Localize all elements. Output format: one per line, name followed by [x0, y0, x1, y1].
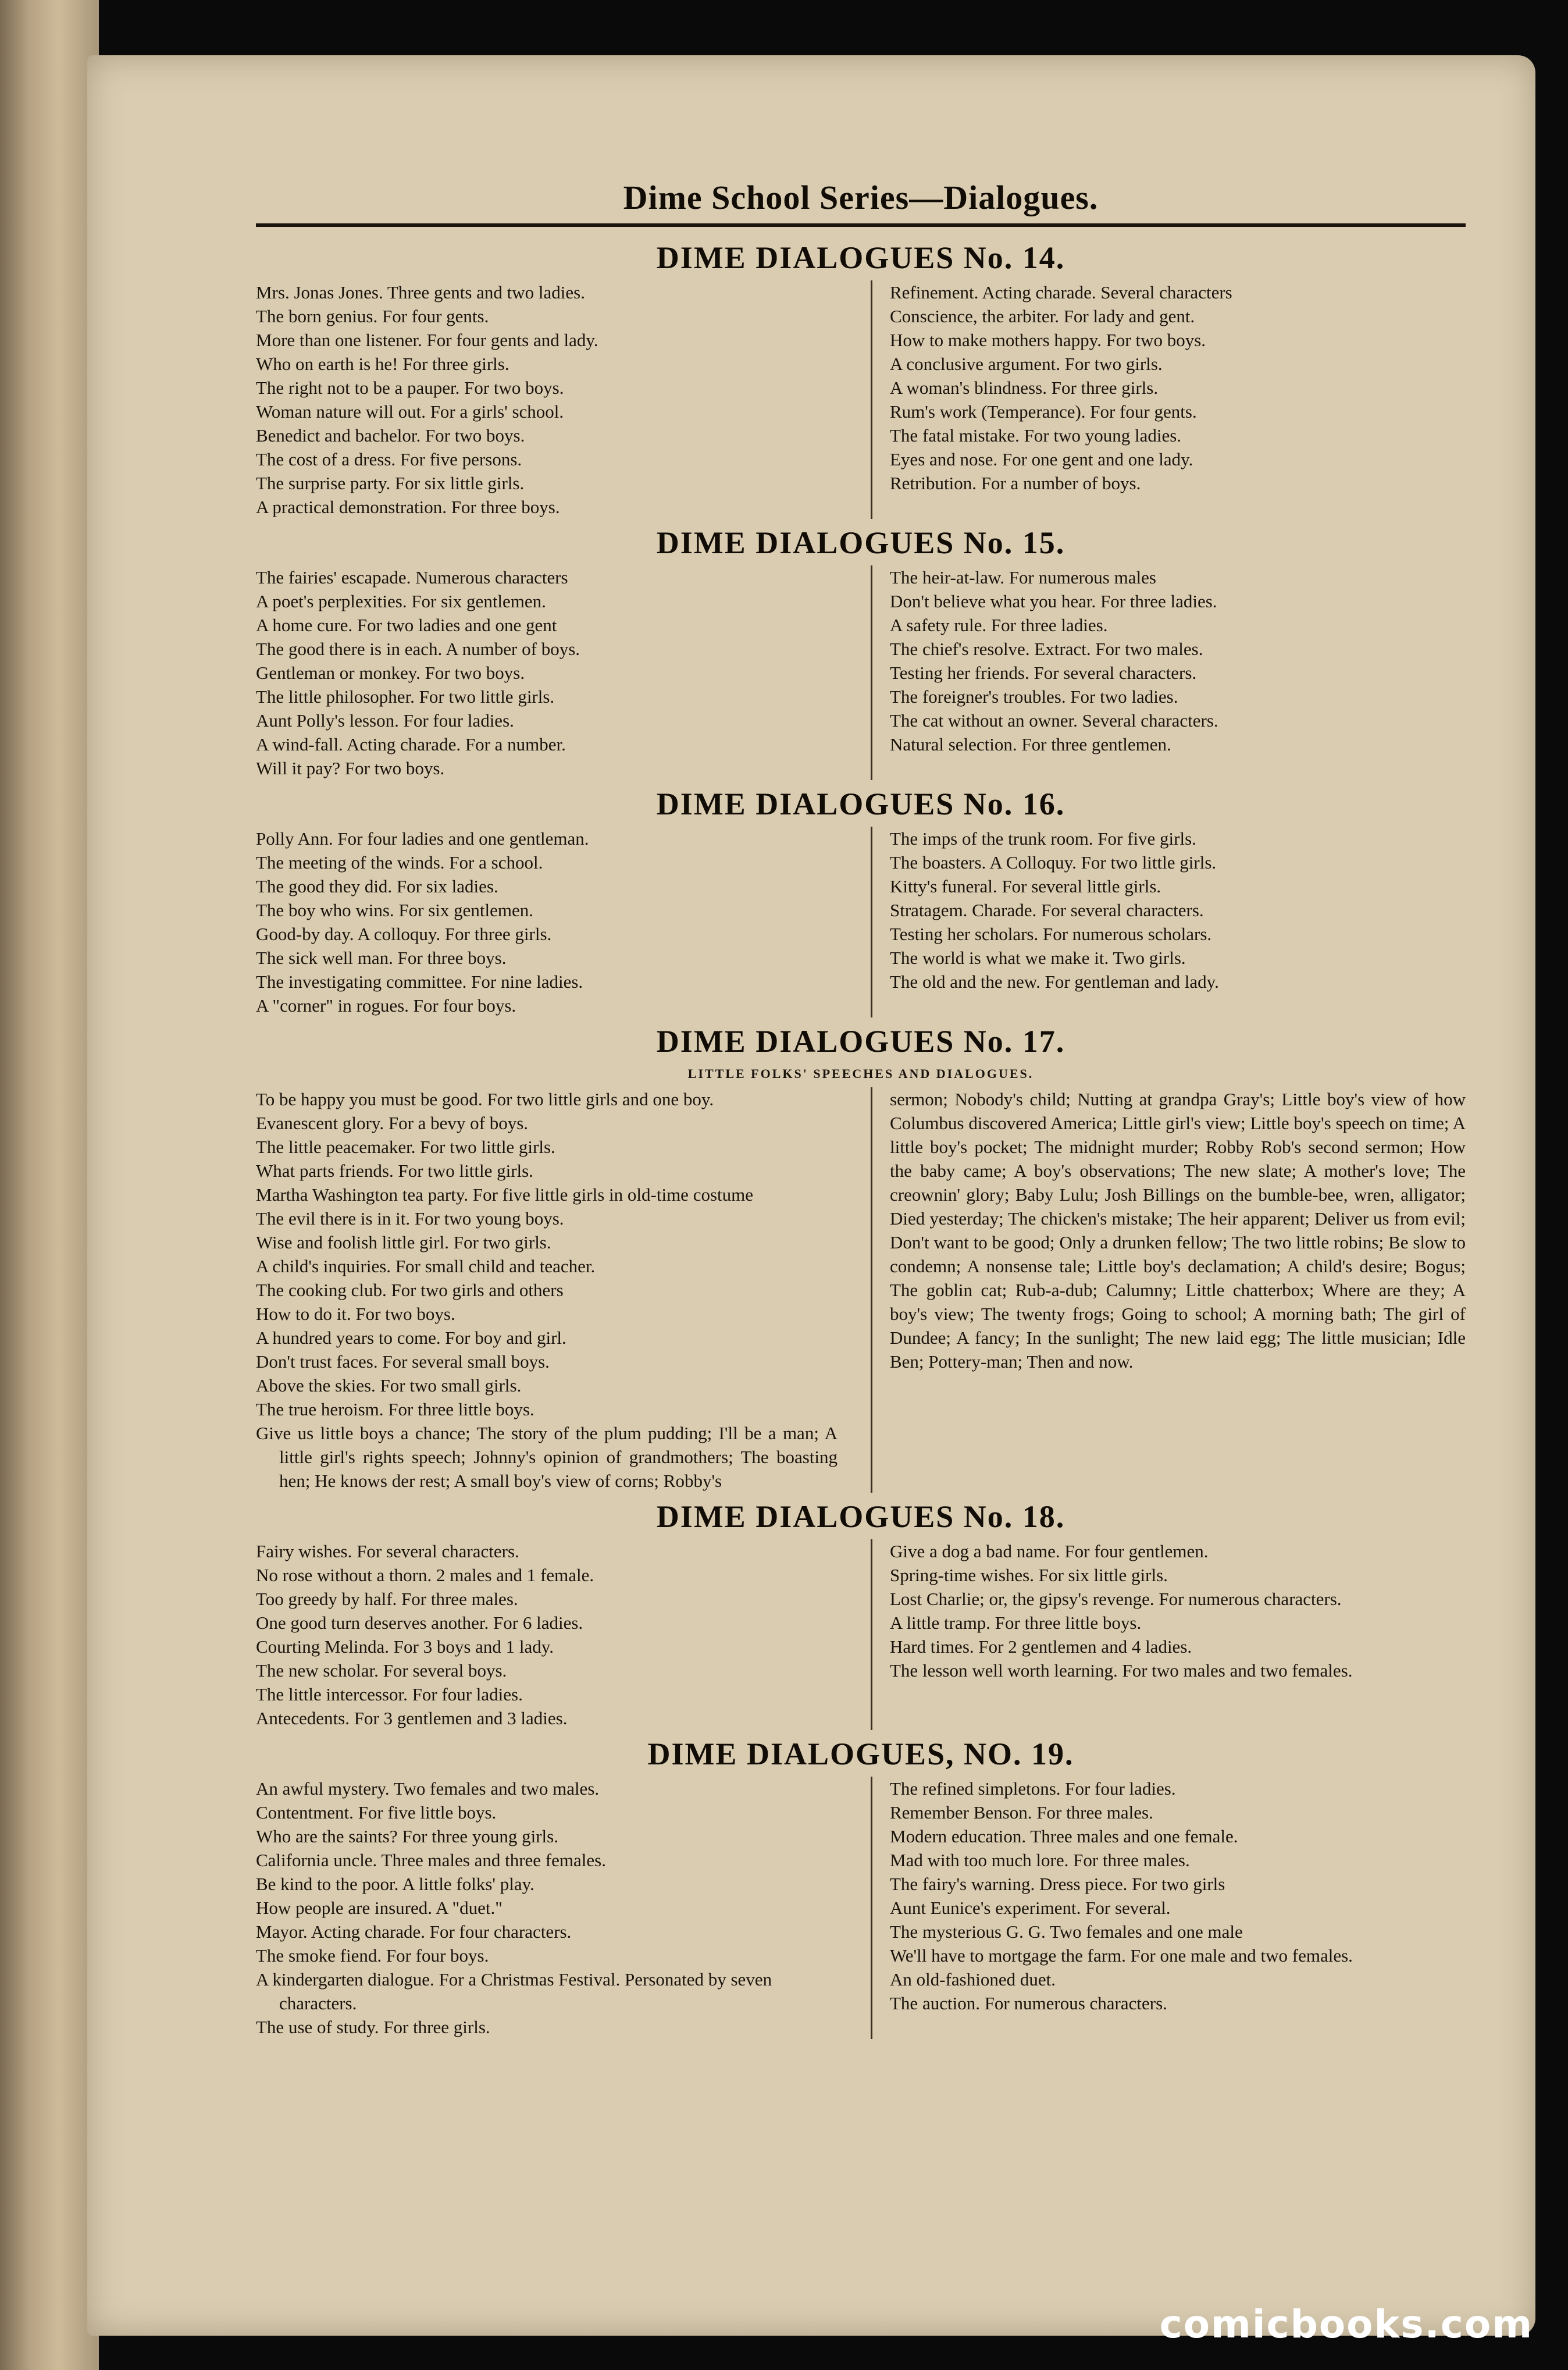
list-item: Spring-time wishes. For six little girls. — [890, 1565, 1168, 1585]
book-page — [87, 55, 1535, 2336]
list-item: Modern education. Three males and one female. — [890, 1826, 1238, 1846]
list-item: The boy who wins. For six gentlemen. — [256, 900, 534, 920]
list-item: Refinement. Acting charade. Several characters — [890, 282, 1232, 303]
section-15 — [256, 522, 1466, 780]
left-column — [256, 827, 838, 1017]
list-item: The refined simpletons. For four ladies. — [890, 1778, 1176, 1799]
list-item: A kindergarten dialogue. For a Christmas Festival. Personated by seven characters. — [256, 1969, 772, 2013]
list-item: The right not to be a pauper. For two boys. — [256, 378, 564, 398]
list-item: A "corner" in rogues. For four boys. — [256, 995, 516, 1016]
list-item: The little peacemaker. For two little girls. — [256, 1137, 555, 1157]
section-title: DIME DIALOGUES No. 15. — [656, 525, 1065, 560]
list-item: Aunt Polly's lesson. For four ladies. — [256, 710, 514, 731]
section-title: DIME DIALOGUES, NO. 19. — [647, 1736, 1074, 1771]
list-item: The surprise party. For six little girls. — [256, 473, 525, 493]
list-item: The use of study. For three girls. — [256, 2017, 490, 2037]
list-item: Courting Melinda. For 3 boys and 1 lady. — [256, 1636, 554, 1657]
list-item: Aunt Eunice's experiment. For several. — [890, 1898, 1171, 1918]
page-content — [256, 175, 1466, 2234]
list-item: Above the skies. For two small girls. — [256, 1375, 522, 1396]
list-item: Testing her friends. For several characters. — [890, 663, 1197, 683]
list-item: Don't trust faces. For several small boys. — [256, 1351, 550, 1372]
right-column — [871, 1777, 1466, 2039]
list-item: Retribution. For a number of boys. — [890, 473, 1141, 493]
list-item: Mayor. Acting charade. For four characters. — [256, 1921, 572, 1942]
list-item: A wind-fall. Acting charade. For a number. — [256, 734, 566, 755]
list-item: Remember Benson. For three males. — [890, 1802, 1153, 1823]
book-spine — [0, 0, 99, 2370]
list-item: To be happy you must be good. For two little girls and one boy. — [256, 1089, 714, 1109]
list-item: Mad with too much lore. For three males. — [890, 1850, 1190, 1870]
list-item: The good they did. For six ladies. — [256, 876, 498, 896]
list-item: A safety rule. For three ladies. — [890, 615, 1108, 635]
list-item: Natural selection. For three gentlemen. — [890, 734, 1171, 755]
header-rule — [256, 223, 1466, 227]
list-item: The fatal mistake. For two young ladies. — [890, 425, 1182, 446]
right-column — [871, 1087, 1466, 1493]
list-item: An old-fashioned duet. — [890, 1969, 1056, 1990]
list-item: The investigating committee. For nine ladies. — [256, 972, 583, 992]
left-column — [256, 565, 838, 780]
list-item: Who are the saints? For three young girls. — [256, 1826, 558, 1846]
list-item: Mrs. Jonas Jones. Three gents and two ladies. — [256, 282, 585, 303]
list-item: California uncle. Three males and three females. — [256, 1850, 606, 1870]
list-item: No rose without a thorn. 2 males and 1 female. — [256, 1565, 594, 1585]
list-item: Benedict and bachelor. For two boys. — [256, 425, 525, 446]
list-item: More than one listener. For four gents and lady. — [256, 330, 598, 350]
list-item: Testing her scholars. For numerous scholars. — [890, 924, 1212, 944]
list-item: How to do it. For two boys. — [256, 1304, 455, 1324]
list-item: The cat without an owner. Several characters. — [890, 710, 1218, 731]
left-column — [256, 280, 838, 519]
list-item: Wise and foolish little girl. For two girls. — [256, 1232, 551, 1252]
list-item: A child's inquiries. For small child and teacher. — [256, 1256, 596, 1276]
list-item: The meeting of the winds. For a school. — [256, 852, 543, 873]
speech-list-paragraph: sermon; Nobody's child; Nutting at grandpa Gray's; Little boy's view of how Columbus discovered America; Little girl's view; Little boy's speech on time; A little boy's pocket; The midnight murder; Robby Rob's second sermon; How the baby came; A boy's observations; The new slate; A mother's love; The creownin' glory; Baby Lulu; Josh Billings on the bumble-bee, wren, alligator; Died yesterday; The chicken's mistake; The heir apparent; Deliver us from evil; Don't want to be good; Only a drunken fellow; The two little robins; Be slow to condemn; A nonsense tale; Little boy's declamation; A child's desire; Bogus; The goblin cat; Rub-a-dub; Calumny; Little chatterbox; Where are they; A boy's view; The twenty frogs; Going to school; A morning bath; The girl of Dundee; A fancy; In the sunlight; The new laid egg; The little musician; Idle Ben; Pottery-man; Then and now. — [890, 1089, 1466, 1372]
watermark: comicbooks.com — [1159, 2302, 1533, 2347]
list-item: The born genius. For four gents. — [256, 306, 489, 326]
list-item: The evil there is in it. For two young boys. — [256, 1208, 564, 1229]
list-item: How people are insured. A "duet." — [256, 1898, 503, 1918]
section-18 — [256, 1496, 1466, 1730]
list-item: Rum's work (Temperance). For four gents. — [890, 401, 1197, 422]
list-item: The world is what we make it. Two girls. — [890, 948, 1186, 968]
section-19 — [256, 1734, 1466, 2039]
list-item: The foreigner's troubles. For two ladies. — [890, 686, 1178, 707]
section-title: DIME DIALOGUES No. 18. — [656, 1499, 1065, 1534]
section-17 — [256, 1021, 1466, 1493]
list-item: The heir-at-law. For numerous males — [890, 567, 1156, 588]
list-item: Too greedy by half. For three males. — [256, 1589, 518, 1609]
list-item: Give us little boys a chance; The story of the plum pudding; I'll be a man; A little girl's rights speech; Johnny's opinion of grandmothers; The boasting hen; He knows der rest; A small boy's view of corns; Robby's — [256, 1423, 838, 1491]
list-item: The fairies' escapade. Numerous characters — [256, 567, 568, 588]
left-column — [256, 1777, 838, 2039]
list-item: The imps of the trunk room. For five girls. — [890, 828, 1196, 849]
list-item: The smoke fiend. For four boys. — [256, 1945, 489, 1966]
list-item: Fairy wishes. For several characters. — [256, 1541, 519, 1561]
list-item: Conscience, the arbiter. For lady and gent. — [890, 306, 1195, 326]
section-14 — [256, 237, 1466, 519]
list-item: One good turn deserves another. For 6 ladies. — [256, 1613, 583, 1633]
list-item: The cooking club. For two girls and others — [256, 1280, 564, 1300]
list-item: The cost of a dress. For five persons. — [256, 449, 522, 469]
left-column — [256, 1087, 838, 1493]
list-item: An awful mystery. Two females and two males. — [256, 1778, 600, 1799]
list-item: The little intercessor. For four ladies. — [256, 1684, 523, 1704]
list-item: The auction. For numerous characters. — [890, 1993, 1167, 2013]
list-item: How to make mothers happy. For two boys. — [890, 330, 1206, 350]
list-item: The little philosopher. For two little girls. — [256, 686, 555, 707]
list-item: The fairy's warning. Dress piece. For two girls — [890, 1874, 1225, 1894]
list-item: Who on earth is he! For three girls. — [256, 354, 509, 374]
list-item: A hundred years to come. For boy and girl. — [256, 1328, 566, 1348]
right-column — [871, 565, 1466, 780]
list-item: Will it pay? For two boys. — [256, 758, 445, 778]
list-item: Contentment. For five little boys. — [256, 1802, 497, 1823]
left-column — [256, 1539, 838, 1730]
list-item: Martha Washington tea party. For five little girls in old-time costume — [256, 1184, 753, 1205]
list-item: Kitty's funeral. For several little girls. — [890, 876, 1161, 896]
list-item: We'll have to mortgage the farm. For one male and two females. — [890, 1945, 1353, 1966]
right-column — [871, 1539, 1466, 1730]
list-item: Eyes and nose. For one gent and one lady. — [890, 449, 1193, 469]
list-item: A poet's perplexities. For six gentlemen. — [256, 591, 546, 611]
list-item: Polly Ann. For four ladies and one gentleman. — [256, 828, 589, 849]
list-item: Lost Charlie; or, the gipsy's revenge. For numerous characters. — [890, 1589, 1342, 1609]
list-item: Be kind to the poor. A little folks' play. — [256, 1874, 534, 1894]
list-item: The lesson well worth learning. For two males and two females. — [890, 1660, 1353, 1681]
list-item: The boasters. A Colloquy. For two little girls. — [890, 852, 1217, 873]
list-item: Woman nature will out. For a girls' school. — [256, 401, 564, 422]
list-item: A conclusive argument. For two girls. — [890, 354, 1163, 374]
page-header: Dime School Series—Dialogues. — [623, 179, 1099, 216]
list-item: Stratagem. Charade. For several characters. — [890, 900, 1204, 920]
list-item: Give a dog a bad name. For four gentlemen. — [890, 1541, 1209, 1561]
list-item: The new scholar. For several boys. — [256, 1660, 507, 1681]
section-subtitle: LITTLE FOLKS' SPEECHES AND DIALOGUES. — [687, 1066, 1034, 1081]
list-item: Don't believe what you hear. For three ladies. — [890, 591, 1217, 611]
section-16 — [256, 784, 1466, 1017]
list-item: Hard times. For 2 gentlemen and 4 ladies. — [890, 1636, 1192, 1657]
list-item: What parts friends. For two little girls. — [256, 1161, 533, 1181]
list-item: A home cure. For two ladies and one gent — [256, 615, 557, 635]
right-column — [871, 280, 1466, 519]
section-title: DIME DIALOGUES No. 14. — [656, 240, 1065, 275]
list-item: The old and the new. For gentleman and lady. — [890, 972, 1219, 992]
list-item: A practical demonstration. For three boys. — [256, 497, 560, 517]
list-item: A woman's blindness. For three girls. — [890, 378, 1159, 398]
list-item: A little tramp. For three little boys. — [890, 1613, 1142, 1633]
list-item: The mysterious G. G. Two females and one male — [890, 1921, 1243, 1942]
list-item: Good-by day. A colloquy. For three girls. — [256, 924, 552, 944]
list-item: Gentleman or monkey. For two boys. — [256, 663, 525, 683]
list-item: The chief's resolve. Extract. For two males. — [890, 639, 1203, 659]
list-item: The good there is in each. A number of boys. — [256, 639, 580, 659]
right-column — [871, 827, 1466, 1017]
list-item: Evanescent glory. For a bevy of boys. — [256, 1113, 529, 1133]
list-item: Antecedents. For 3 gentlemen and 3 ladies. — [256, 1708, 568, 1728]
section-title: DIME DIALOGUES No. 17. — [656, 1024, 1065, 1059]
list-item: The true heroism. For three little boys. — [256, 1399, 534, 1419]
section-title: DIME DIALOGUES No. 16. — [656, 787, 1065, 821]
list-item: The sick well man. For three boys. — [256, 948, 507, 968]
